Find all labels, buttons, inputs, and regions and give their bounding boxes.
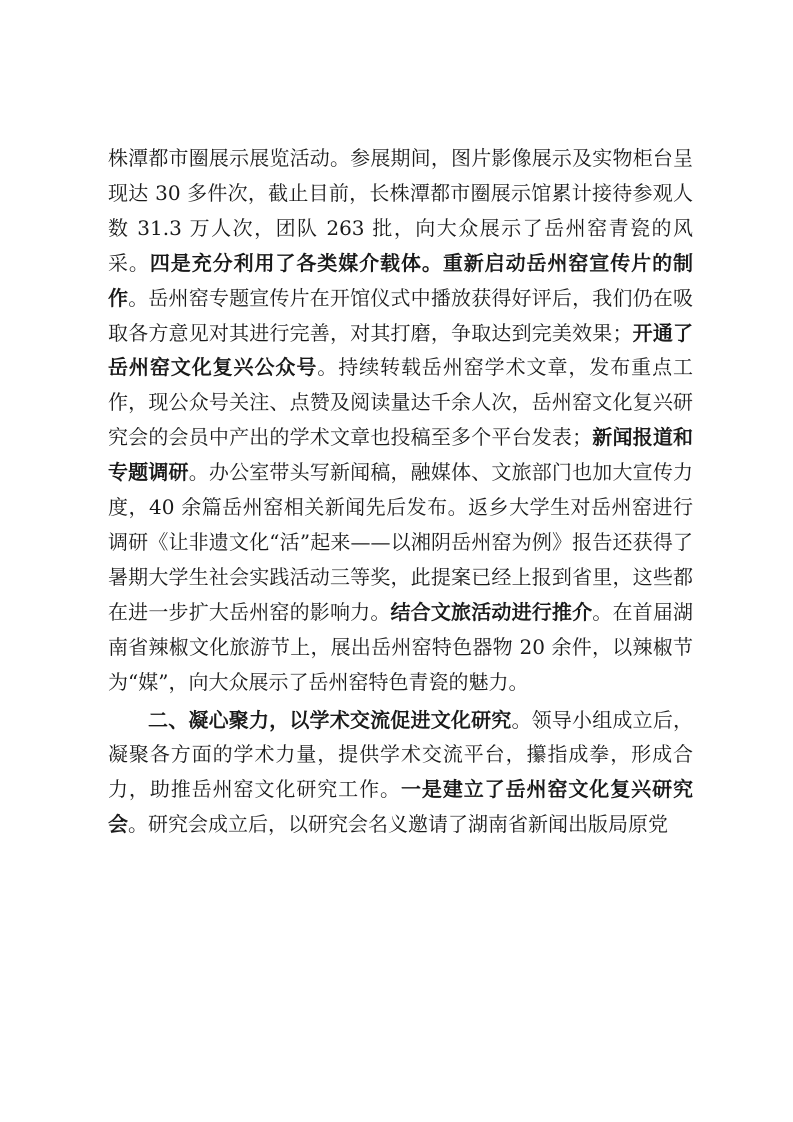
text-run: 。办公室带头写新闻稿，融媒体、文旅部门也加大宣传力度，40 余篇岳州窑相关新闻先后发布。返乡大学生对岳州窑进行调研《让非遗文化“活”起来——以湘阴岳州窑为例》报告还获得了暑期大学生社会实践活动三等奖，此提案已经上报到省里，这些都在进一步扩大岳州窑的影响力。 [108,460,694,624]
paragraph-1 [108,141,693,700]
document-body [108,141,693,842]
text-run: 株潭都市圈展示展览活动。参展期间，图片影像展示及实物柜台呈现达 30 多件次，截止目前，长株潭都市圈展示馆累计接待参观人数 31.3 万人次，团队 263 批，向大众展示了岳州窑青瓷的风采。 [108,146,693,275]
text-run: 。领导小组成立后，凝聚各方面的学术力量，提供学术交流平台，攥指成拳，形成合力，助推岳州窑文化研究工作。 [108,707,694,802]
text-run: 。在首届湖南省辣椒文化旅游节上，展出岳州窑特色器物 20 余件，以辣椒节为“媒”，向大众展示了岳州窑特色青瓷的魅力。 [108,599,694,694]
text-run: 。岳州窑专题宣传片在开馆仪式中播放获得好评后，我们仍在吸取各方意见对其进行完善，对其打磨，争取达到完美效果； [108,285,694,345]
paragraph-2 [108,703,693,843]
text-run: 。持续转载岳州窑学术文章，发布重点工作，现公众号关注、点赞及阅读量达千余人次，岳州窑文化复兴研究会的会员中产出的学术文章也投稿至多个平台发表； [108,355,694,450]
bold-heading-run: 结合文旅活动进行推介 [390,599,593,624]
section-heading-run: 二、凝心聚力，以学术交流促进文化研究 [148,707,512,732]
bold-heading-run: 一是建立了岳州窑文化复兴研究会 [108,777,694,837]
bold-heading-run: 新闻报道和专题调研 [108,425,694,485]
bold-heading-run: 四是充分利用了各类媒介载体。重新启动岳州窑宣传片的制作 [108,250,694,310]
bold-heading-run: 开通了岳州窑文化复兴公众号 [108,320,694,380]
text-run: 。研究会成立后，以研究会名义邀请了湖南省新闻出版局原党 [128,812,668,837]
